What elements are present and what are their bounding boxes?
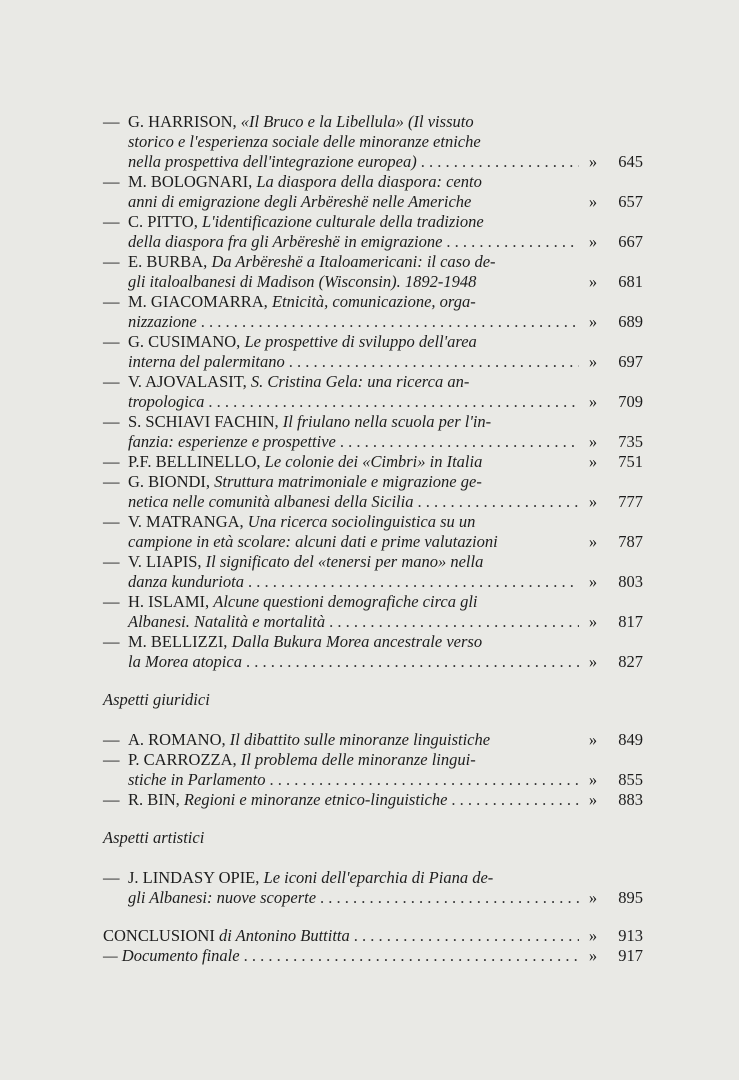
entry-title: Da Arbëreshë a Italoamericani: il caso de-: [211, 252, 496, 271]
toc-entry: [103, 592, 643, 632]
entry-author: P.F. BELLINELLO,: [128, 452, 261, 471]
entry-author: M. GIACOMARRA,: [128, 292, 268, 311]
entry-title: Una ricerca sociolinguistica su un: [247, 512, 476, 531]
entry-title: Il dibattito sulle minoranze linguistiche: [229, 730, 491, 749]
section-heading-giuridici: Aspetti giuridici: [103, 690, 210, 709]
entry-title: fanzia: esperienze e prospettive: [128, 432, 336, 451]
entry-title: L'identificazione culturale della tradizione: [201, 212, 484, 231]
entry-title: nizzazione: [128, 312, 197, 331]
entry-line: [128, 352, 643, 372]
entry-line: [128, 372, 643, 392]
page-number: 849: [618, 730, 643, 749]
dot-leader: [413, 492, 579, 512]
dot-leader: [447, 790, 579, 810]
dot-leader: [442, 232, 579, 252]
entry-dash: —: [103, 730, 120, 749]
page-number: 883: [618, 790, 643, 809]
entry-title: interna del palermitano: [128, 352, 285, 371]
entry-title: tropologica: [128, 392, 205, 411]
page-number: 913: [618, 926, 643, 945]
entry-title: Regioni e minoranze etnico-linguistiche: [183, 790, 448, 809]
toc-entry: [103, 172, 643, 212]
page-number: 709: [618, 392, 643, 411]
entry-title: Il problema delle minoranze lingui-: [240, 750, 476, 769]
entry-line: [128, 112, 643, 132]
entry-title: Dalla Bukura Morea ancestrale verso: [231, 632, 483, 651]
dot-leader: [240, 946, 579, 966]
entries-group-c: [103, 868, 643, 908]
entry-author: E. BURBA,: [128, 252, 208, 271]
entry-author: G. CUSIMANO,: [128, 332, 241, 351]
entry-line: [128, 392, 643, 412]
conclusioni-entry: [103, 926, 643, 946]
entry-title: Il significato del «tenersi per mano» nella: [205, 552, 484, 571]
entry-title: «Il Bruco e la Libellula» (Il vissuto: [240, 112, 474, 131]
page-number: 817: [618, 612, 643, 631]
toc-entry: [103, 632, 643, 672]
entry-line: [128, 312, 643, 332]
entry-author: M. BOLOGNARI,: [128, 172, 253, 191]
toc-entry: [103, 452, 643, 472]
guillemet: »: [588, 612, 598, 631]
guillemet: »: [588, 888, 598, 907]
guillemet: »: [588, 770, 598, 789]
entry-title: Le colonie dei «Cimbri» in Italia: [264, 452, 483, 471]
dot-leader: [265, 770, 579, 790]
entry-line: [128, 172, 643, 192]
page-number: 735: [618, 432, 643, 451]
entry-author: V. AJOVALASIT,: [128, 372, 247, 391]
toc-entry: [103, 372, 643, 412]
entry-dash: —: [103, 332, 120, 351]
entry-dash: —: [103, 632, 120, 651]
entry-line: [128, 332, 643, 352]
entry-line: [128, 750, 643, 770]
dot-leader: [325, 612, 579, 632]
guillemet: »: [588, 432, 598, 451]
entry-author: G. HARRISON,: [128, 112, 237, 131]
toc-entry: [103, 332, 643, 372]
entry-dash: —: [103, 412, 120, 431]
entry-dash: —: [103, 452, 120, 471]
documento-entry: [103, 946, 643, 966]
entry-author: H. ISLAMI,: [128, 592, 210, 611]
entry-dash: —: [103, 292, 120, 311]
entry-author: M. BELLIZZI,: [128, 632, 228, 651]
guillemet: »: [588, 946, 598, 965]
toc-entry: [103, 292, 643, 332]
page-number: 827: [618, 652, 643, 671]
entry-title: anni di emigrazione degli Arbëreshë nelle Americhe: [128, 192, 472, 211]
guillemet: »: [588, 652, 598, 671]
dot-leader: [285, 352, 579, 372]
entry-title: Etnicità, comunicazione, orga-: [271, 292, 476, 311]
entry-title: Struttura matrimoniale e migrazione ge-: [214, 472, 482, 491]
toc-entry: [103, 552, 643, 592]
entry-line: [128, 292, 643, 312]
entry-dash: —: [103, 750, 120, 769]
toc-entry: [103, 112, 643, 172]
entry-line: [128, 232, 643, 252]
entry-title: Albanesi. Natalità e mortalità: [128, 612, 326, 631]
entry-line: [128, 552, 643, 572]
section-heading-artistici: Aspetti artistici: [103, 828, 205, 847]
entry-title: stiche in Parlamento: [128, 770, 266, 789]
entry-title: Alcune questioni demografiche circa gli: [213, 592, 478, 611]
entry-line: [128, 730, 643, 750]
page-number: 657: [618, 192, 643, 211]
entry-title: la Morea atopica: [128, 652, 242, 671]
toc-entry: [103, 730, 643, 750]
entry-line: [128, 868, 643, 888]
guillemet: »: [588, 532, 598, 551]
entry-line: [128, 770, 643, 790]
entry-title: gli Albanesi: nuove scoperte: [128, 888, 317, 907]
guillemet: »: [588, 572, 598, 591]
dot-leader: [316, 888, 579, 908]
entry-author: V. MATRANGA,: [128, 512, 244, 531]
entry-line: [128, 412, 643, 432]
entry-title: danza kunduriota: [128, 572, 244, 591]
entry-author: C. PITTO,: [128, 212, 198, 231]
entry-author: R. BIN,: [128, 790, 180, 809]
guillemet: »: [588, 392, 598, 411]
guillemet: »: [588, 926, 598, 945]
entry-title: nella prospettiva dell'integrazione europea): [128, 152, 417, 171]
toc-entry: [103, 790, 643, 810]
page-number: 751: [618, 452, 643, 471]
entry-line: [128, 532, 643, 552]
entry-title: Le iconi dell'eparchia di Piana de-: [263, 868, 494, 887]
entry-dash: —: [103, 372, 120, 391]
entry-line: [128, 790, 643, 810]
entry-line: [128, 252, 643, 272]
table-of-contents: [103, 112, 643, 966]
entry-line: [128, 452, 643, 472]
entry-line: [128, 432, 643, 452]
page-number: 697: [618, 352, 643, 371]
dot-leader: [197, 312, 579, 332]
entry-title: gli italoalbanesi di Madison (Wisconsin). 1892-1948: [128, 272, 477, 291]
entry-title: netica nelle comunità albanesi della Sicilia: [128, 492, 414, 511]
toc-entry: [103, 512, 643, 552]
page-number: 681: [618, 272, 643, 291]
entry-line: [128, 132, 643, 152]
entry-dash: —: [103, 592, 120, 611]
guillemet: »: [588, 492, 598, 511]
page-number: 667: [618, 232, 643, 251]
page-number: 689: [618, 312, 643, 331]
entry-author: V. LIAPIS,: [128, 552, 202, 571]
dot-leader: [350, 926, 579, 946]
entry-title: della diaspora fra gli Arbëreshë in emigrazione: [128, 232, 443, 251]
entry-line: [128, 512, 643, 532]
entry-dash: —: [103, 212, 120, 231]
toc-entry: [103, 212, 643, 252]
guillemet: »: [588, 152, 598, 171]
entry-title: storico e l'esperienza sociale delle minoranze etniche: [128, 132, 481, 151]
entry-title: La diaspora della diaspora: cento: [256, 172, 482, 191]
page-number: 895: [618, 888, 643, 907]
entry-line: [128, 492, 643, 512]
page-number: 787: [618, 532, 643, 551]
entry-line: [128, 592, 643, 612]
page-number: 777: [618, 492, 643, 511]
entry-line: [128, 472, 643, 492]
entry-dash: —: [103, 790, 120, 809]
entry-dash: —: [103, 172, 120, 191]
entry-dash: —: [103, 512, 120, 531]
page-number: 917: [618, 946, 643, 965]
dot-leader: [417, 152, 579, 172]
entry-line: [128, 612, 643, 632]
dot-leader: [336, 432, 579, 452]
guillemet: »: [588, 232, 598, 251]
entry-author: J. LINDASY OPIE,: [128, 868, 260, 887]
toc-entry: [103, 412, 643, 452]
entry-author: G. BIONDI,: [128, 472, 211, 491]
entry-dash: —: [103, 112, 120, 131]
guillemet: »: [588, 730, 598, 749]
guillemet: »: [588, 790, 598, 809]
page-number: 803: [618, 572, 643, 591]
entry-dash: —: [103, 472, 120, 491]
entries-group-b: [103, 730, 643, 810]
page-number: 645: [618, 152, 643, 171]
documento-label: — Documento finale: [103, 946, 240, 965]
entry-line: [128, 192, 643, 212]
dot-leader: [242, 652, 579, 672]
entry-line: [128, 632, 643, 652]
entry-line: [128, 212, 643, 232]
entry-author: A. ROMANO,: [128, 730, 226, 749]
entry-title: Le prospettive di sviluppo dell'area: [244, 332, 477, 351]
guillemet: »: [588, 352, 598, 371]
toc-entry: [103, 472, 643, 512]
entry-line: [128, 272, 643, 292]
entry-line: [128, 152, 643, 172]
entry-dash: —: [103, 552, 120, 571]
guillemet: »: [588, 272, 598, 291]
entry-author: S. SCHIAVI FACHIN,: [128, 412, 279, 431]
entry-line: [128, 652, 643, 672]
guillemet: »: [588, 192, 598, 211]
entry-title: S. Cristina Gela: una ricerca an-: [250, 372, 470, 391]
toc-entry: [103, 868, 643, 908]
page-number: 855: [618, 770, 643, 789]
entry-author: P. CARROZZA,: [128, 750, 237, 769]
dot-leader: [204, 392, 579, 412]
entry-title: Il friulano nella scuola per l'in-: [282, 412, 492, 431]
toc-entry: [103, 252, 643, 292]
entries-group-a: [103, 112, 643, 672]
guillemet: »: [588, 452, 598, 471]
entry-dash: —: [103, 252, 120, 271]
entry-dash: —: [103, 868, 120, 887]
guillemet: »: [588, 312, 598, 331]
conclusioni-author: di Antonino Buttitta: [218, 926, 350, 945]
conclusioni-label: CONCLUSIONI: [103, 926, 215, 945]
toc-entry: [103, 750, 643, 790]
entry-line: [128, 572, 643, 592]
entry-line: [128, 888, 643, 908]
entry-title: campione in età scolare: alcuni dati e prime valutazioni: [128, 532, 498, 551]
dot-leader: [244, 572, 579, 592]
